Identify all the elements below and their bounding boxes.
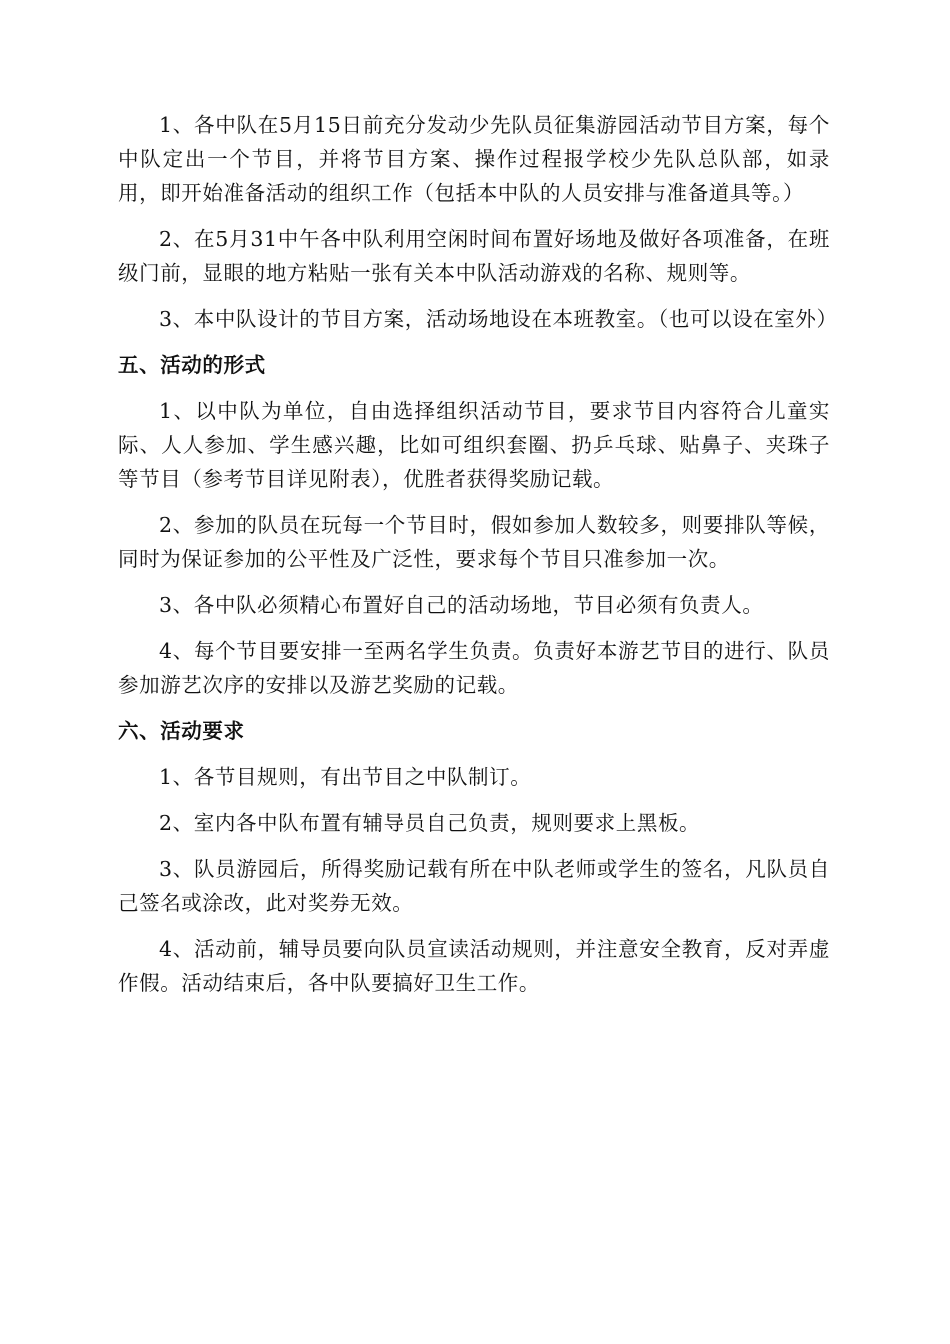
- form-paragraph-1: 1、以中队为单位，自由选择组织活动节目，要求节目内容符合儿童实际、人人参加、学生感兴趣，比如可组织套圈、扔乒乓球、贴鼻子、夹珠子等节目（参考节目详见附表），优胜者获得奖励记载。: [118, 399, 830, 491]
- prep-paragraph-1: 1、各中队在5月15日前充分发动少先队员征集游园活动节目方案，每个中队定出一个节目，并将节目方案、操作过程报学校少先队总队部，如录用，即开始准备活动的组织工作（包括本中队的人员安排与准备道具等。）: [118, 113, 830, 205]
- prep-paragraph-2: 2、在5月31中午各中队利用空闲时间布置好场地及做好各项准备，在班级门前，显眼的地方粘贴一张有关本中队活动游戏的名称、规则等。: [118, 227, 830, 285]
- requirements-paragraph-2: 2、室内各中队布置有辅导员自己负责，规则要求上黑板。: [159, 811, 701, 835]
- form-paragraph-4: 4、每个节目要安排一至两名学生负责。负责好本游艺节目的进行、队员参加游艺次序的安排以及游艺奖励的记载。: [118, 639, 830, 697]
- requirements-heading: 六、活动要求: [118, 719, 245, 743]
- form-paragraph-3: 3、各中队必须精心布置好自己的活动场地，节目必须有负责人。: [159, 593, 764, 617]
- prep-paragraph-3: 3、本中队设计的节目方案，活动场地设在本班教室。（也可以设在室外）: [159, 307, 838, 331]
- form-paragraph-2: 2、参加的队员在玩每一个节目时，假如参加人数较多，则要排队等候，同时为保证参加的公平性及广泛性，要求每个节目只准参加一次。: [118, 513, 830, 571]
- requirements-paragraph-1: 1、各节目规则，有出节目之中队制订。: [159, 765, 532, 789]
- requirements-paragraph-4: 4、活动前，辅导员要向队员宣读活动规则，并注意安全教育，反对弄虚作假。活动结束后，各中队要搞好卫生工作。: [118, 937, 830, 995]
- form-heading: 五、活动的形式: [118, 353, 266, 377]
- document-page: [118, 108, 838, 1012]
- requirements-paragraph-3: 3、队员游园后，所得奖励记载有所在中队老师或学生的签名，凡队员自己签名或涂改，此对奖券无效。: [118, 857, 830, 915]
